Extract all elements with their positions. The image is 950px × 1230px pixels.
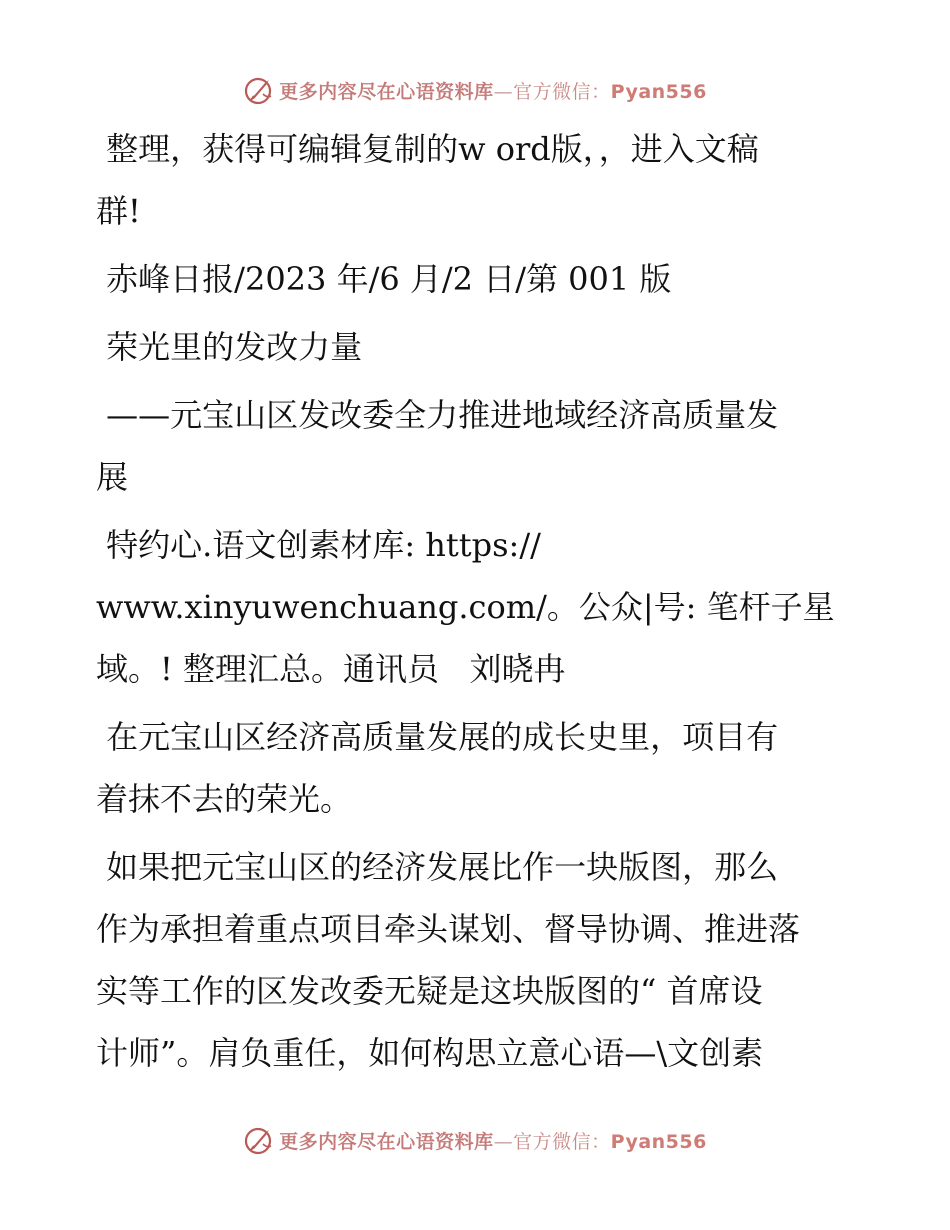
watermark-separator: — xyxy=(493,1130,514,1153)
text-line: 群! xyxy=(96,192,141,230)
text-line: 赤峰日报/2023 年/6 月/2 日/第 001 版 xyxy=(96,260,672,298)
watermark-main: 更多内容尽在心语资料库 xyxy=(279,80,494,103)
paragraph-body-2 xyxy=(96,836,856,1084)
text-line: 实等工作的区发改委无疑是这块版图的“ 首席设 xyxy=(96,972,763,1010)
text-line: 特约心.语文创素材库: https:// xyxy=(96,526,541,564)
text-line: 计师”。肩负重任，如何构思立意心语—\文创素 xyxy=(96,1034,764,1072)
watermark-text xyxy=(279,77,707,104)
watermark-wechat-label: 官方微信： xyxy=(513,1130,611,1153)
text-line: 在元宝山区经济高质量发展的成长史里，项目有 xyxy=(96,718,779,756)
text-line: 如果把元宝山区的经济发展比作一块版图，那么 xyxy=(96,848,779,886)
watermark-wechat-id: Pyan556 xyxy=(610,80,707,103)
article-title xyxy=(96,316,856,378)
text-line: 域。! 整理汇总。通讯员 刘晓冉 xyxy=(96,650,566,688)
text-line: 荣光里的发改力量 xyxy=(96,328,363,366)
watermark-main: 更多内容尽在心语资料库 xyxy=(279,1130,494,1153)
paragraph-source xyxy=(96,248,856,310)
text-line: ——元宝山区发改委全力推进地域经济高质量发 xyxy=(96,396,779,434)
header-watermark xyxy=(0,70,950,110)
text-line: 整理，获得可编辑复制的w ord版，，进入文稿 xyxy=(96,130,759,168)
paragraph-body-1 xyxy=(96,706,856,830)
text-line: 作为承担着重点项目牵头谋划、督导协调、推进落 xyxy=(96,910,801,948)
text-line: www.xinyuwenchuang.com/。公众|号: 笔杆子星 xyxy=(96,588,835,626)
document-body xyxy=(96,118,856,1090)
watermark-separator: — xyxy=(493,80,514,103)
watermark-text xyxy=(279,1127,707,1154)
watermark-wechat-id: Pyan556 xyxy=(610,1130,707,1153)
footer-watermark xyxy=(0,1120,950,1160)
article-subtitle xyxy=(96,384,856,508)
watermark-wechat-label: 官方微信： xyxy=(513,80,611,103)
text-line: 着抹不去的荣光。 xyxy=(96,780,353,818)
paragraph-byline xyxy=(96,514,856,700)
paragraph-intro xyxy=(96,118,856,242)
text-line: 展 xyxy=(96,458,129,496)
quill-logo-icon xyxy=(243,74,275,106)
quill-logo-icon xyxy=(243,1124,275,1156)
